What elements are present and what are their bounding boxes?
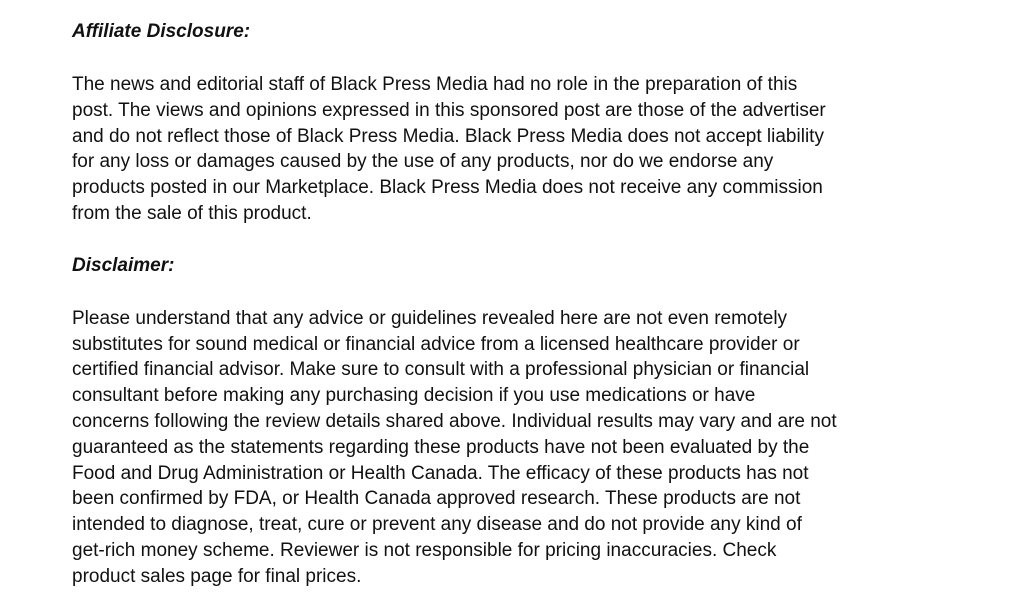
paragraph-line: product sales page for final prices. (72, 565, 362, 587)
paragraph-line: for any loss or damages caused by the use of any products, nor do we endorse any (72, 151, 774, 173)
paragraph-line: substitutes for sound medical or financial advice from a licensed healthcare provider or (72, 333, 800, 355)
paragraph-line: The news and editorial staff of Black Press Media had no role in the preparation of this (72, 74, 798, 95)
paragraph-line: been confirmed by FDA, or Health Canada approved research. These products are not (72, 488, 801, 510)
paragraph-line: Please understand that any advice or guidelines revealed here are not even remotely (72, 307, 788, 329)
affiliate-disclosure-heading: Affiliate Disclosure: (72, 21, 251, 42)
paragraph-line: get-rich money scheme. Reviewer is not responsible for pricing inaccuracies. Check (72, 539, 777, 561)
disclaimer-paragraph (72, 306, 972, 590)
document-body (72, 18, 972, 590)
affiliate-disclosure-paragraph (72, 72, 972, 227)
paragraph-line: and do not reflect those of Black Press Media. Black Press Media does not accept liability (72, 125, 824, 147)
paragraph-line: certified financial advisor. Make sure to consult with a professional physician or financial (72, 359, 810, 381)
paragraph-line: intended to diagnose, treat, cure or prevent any disease and do not provide any kind of (72, 514, 802, 536)
paragraph-line: post. The views and opinions expressed in this sponsored post are those of the advertiser (72, 99, 826, 121)
paragraph-line: consultant before making any purchasing decision if you use medications or have (72, 385, 756, 407)
paragraph-line: guaranteed as the statements regarding these products have not been evaluated by the (72, 436, 810, 458)
paragraph-line: concerns following the review details shared above. Individual results may vary and are not (72, 410, 837, 432)
paragraph-line: products posted in our Marketplace. Black Press Media does not receive any commission (72, 177, 823, 199)
paragraph-line: Food and Drug Administration or Health Canada. The efficacy of these products has not (72, 462, 809, 484)
disclaimer-heading: Disclaimer: (72, 254, 175, 276)
paragraph-line: from the sale of this product. (72, 202, 312, 224)
